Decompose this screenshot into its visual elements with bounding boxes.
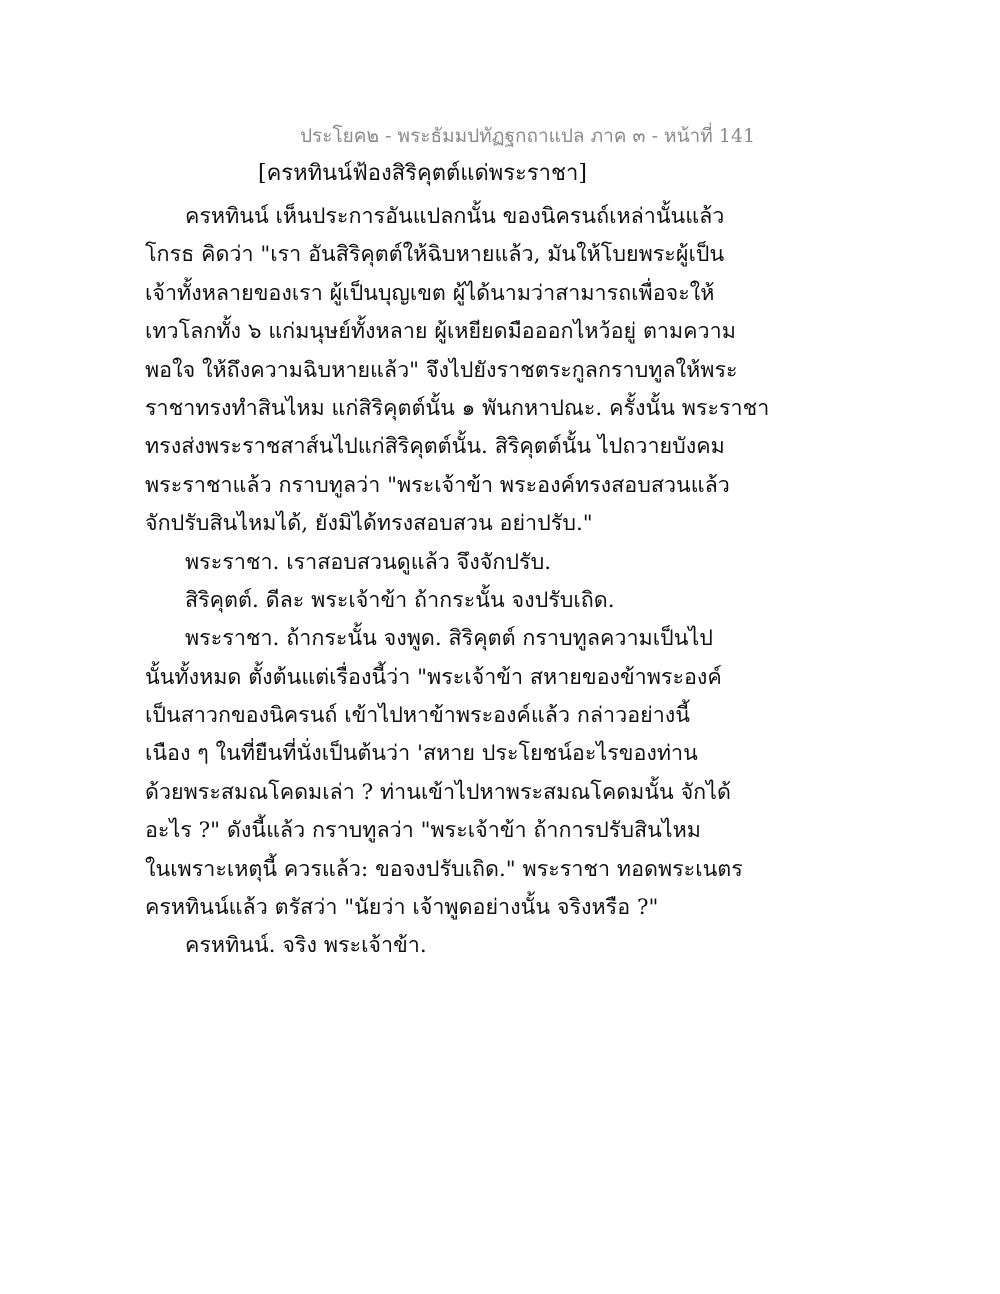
paragraph-line: เทวโลกทั้ง ๖ แก่มนุษย์ทั้งหลาย ผู้เหยียดมือออกไหว้อยู่ ตามความ [145,319,736,345]
section-title: [ครหทินน์ฟ้องสิริคุตต์แด่พระราชา] [258,161,587,186]
paragraph-line: ราชาทรงทำสินไหม แก่สิริคุตต์นั้น ๑ พันกหาปณะ. ครั้งนั้น พระราชา [145,395,770,421]
running-header: ประโยค๒ - พระธัมมปทัฏฐกถาแปล ภาค ๓ - หน้าที่ 141 [300,125,756,147]
paragraph-line: เจ้าทั้งหลายของเรา ผู้เป็นบุญเขต ผู้ได้นามว่าสามารถเพื่อจะให้ [145,280,715,306]
dialogue-line: ครหทินน์. จริง พระเจ้าข้า. [185,933,427,959]
paragraph-line: พอใจ ให้ถึงความฉิบหายแล้ว" จึงไปยังราชตระกูลกราบทูลให้พระ [145,357,738,383]
paragraph-line: เป็นสาวกของนิครนถ์ เข้าไปหาข้าพระองค์แล้ว กล่าวอย่างนี้ [145,703,690,729]
paragraph-line: ด้วยพระสมณโคดมเล่า ? ท่านเข้าไปหาพระสมณโคดมนั้น จักได้ [145,779,731,805]
paragraph-line: พระราชาแล้ว กราบทูลว่า "พระเจ้าข้า พระองค์ทรงสอบสวนแล้ว [145,472,730,498]
paragraph-line: ครหทินน์ เห็นประการอันแปลกนั้น ของนิครนถ์เหล่านั้นแล้ว [185,204,725,229]
paragraph-line: อะไร ?" ดังนี้แล้ว กราบทูลว่า "พระเจ้าข้า ถ้าการปรับสินไหม [145,818,701,844]
paragraph-line: ทรงส่งพระราชสาส์นไปแก่สิริคุตต์นั้น. สิริคุตต์นั้น ไปถวายบังคม [145,434,725,460]
paragraph-line: ครหทินน์แล้ว ตรัสว่า "นัยว่า เจ้าพูดอย่างนั้น จริงหรือ ?" [145,895,659,921]
paragraph-line: เนือง ๆ ในที่ยืนที่นั่งเป็นต้นว่า 'สหาย ประโยชน์อะไรของท่าน [145,741,698,767]
paragraph-line: นั้นทั้งหมด ตั้งต้นแต่เรื่องนี้ว่า "พระเจ้าข้า สหายของข้าพระองค์ [145,664,722,690]
body-text [145,198,770,966]
paragraph-line: ในเพราะเหตุนี้ ควรแล้ว: ขอจงปรับเถิด." พระราชา ทอดพระเนตร [145,856,743,882]
dialogue-line: สิริคุตต์. ดีละ พระเจ้าข้า ถ้ากระนั้น จงปรับเถิด. [185,587,615,613]
paragraph-line: โกรธ คิดว่า "เรา อันสิริคุตต์ให้ฉิบหายแล้ว, มันให้โบยพระผู้เป็น [145,242,725,268]
paragraph-line: จักปรับสินไหมได้, ยังมิได้ทรงสอบสวน อย่าปรับ." [145,511,593,537]
dialogue-line: พระราชา. เราสอบสวนดูแล้ว จึงจักปรับ. [185,549,552,575]
paragraph-line: พระราชา. ถ้ากระนั้น จงพูด. สิริคุตต์ กราบทูลความเป็นไป [185,626,713,652]
